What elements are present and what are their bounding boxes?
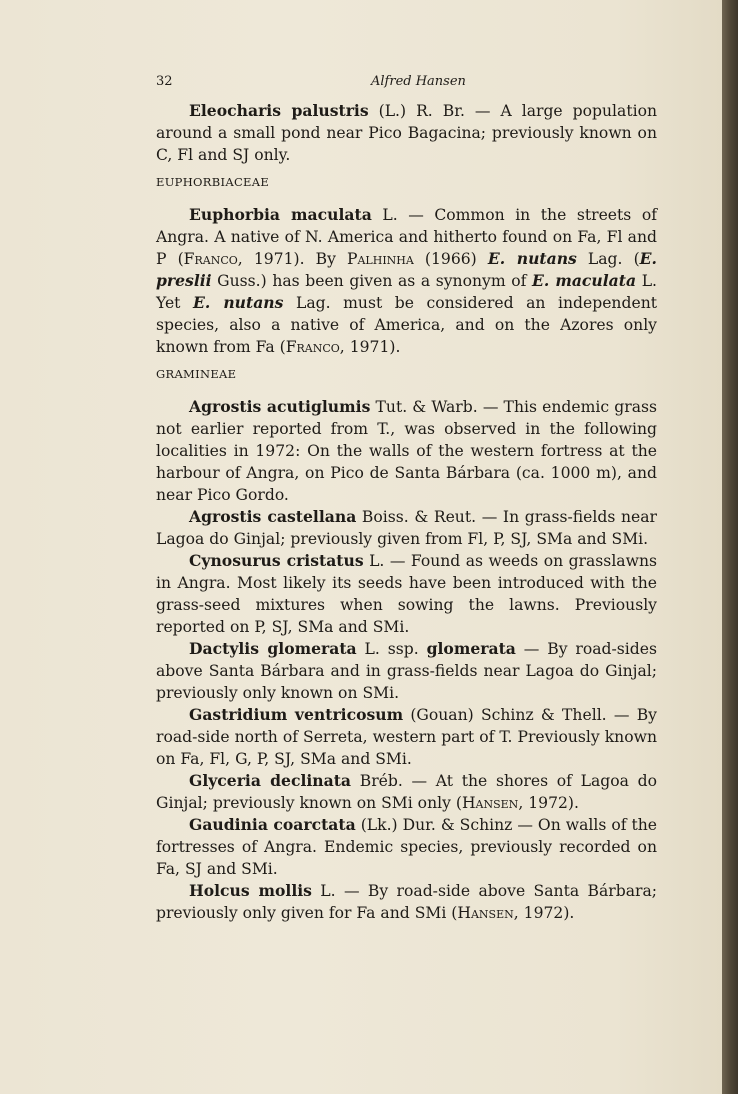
page-edge-shadow bbox=[722, 0, 738, 1094]
species-entry: Holcus mollis L. — By road-side above Santa Bárbara; previously only given for Fa and SMi (Hansen, 1972). bbox=[156, 881, 657, 922]
species-name: Agrostis castellana bbox=[189, 507, 357, 526]
species-entry: Eleocharis palustris (L.) R. Br. — A large population around a small pond near Pico Bagacina; previously known on C, Fl and SJ only. bbox=[156, 101, 658, 164]
species-name: Glyceria declinata bbox=[189, 771, 352, 790]
species-name: Cynosurus cristatus bbox=[189, 551, 364, 570]
species-name: Gastridium ventricosum bbox=[189, 705, 404, 724]
species-name: Gaudinia coarctata bbox=[189, 815, 356, 834]
species-entry: Cynosurus cristatus L. — Found as weeds on grasslawns in Angra. Most likely its seeds have been introduced with the grass-seed mixtures when sowing the lawns. Previously reported on P, SJ, SMa and SMi. bbox=[156, 551, 657, 636]
species-name: Eleocharis palustris bbox=[189, 101, 369, 120]
species-entry: Agrostis acutiglumis Tut. & Warb. — This endemic grass not earlier reported from T., was observed in the following localities in 1972: On the walls of the western fortress at the harbour of Angra, on Pico de Santa Bárbara (ca. 1000 m), and near Pico Gordo. bbox=[156, 397, 657, 504]
species-name: Euphorbia maculata bbox=[189, 205, 372, 224]
main-text bbox=[156, 100, 657, 924]
species-entry: Glyceria declinata Bréb. — At the shores of Lagoa do Ginjal; previously known on SMi only (Hansen, 1972). bbox=[156, 771, 657, 812]
running-header bbox=[156, 74, 656, 94]
species-entry: Agrostis castellana Boiss. & Reut. — In grass-fields near Lagoa do Ginjal; previously given from Fl, P, SJ, SMa and SMi. bbox=[156, 507, 657, 548]
page-number: 32 bbox=[156, 74, 173, 89]
species-name: Agrostis acutiglumis bbox=[189, 397, 371, 416]
family-heading: EUPHORBIACEAE bbox=[156, 175, 270, 189]
family-heading: GRAMINEAE bbox=[156, 367, 237, 381]
species-name: Holcus mollis bbox=[189, 881, 312, 900]
species-name: Dactylis glomerata bbox=[189, 639, 357, 658]
running-author: Alfred Hansen bbox=[371, 74, 466, 89]
species-entry: Dactylis glomerata L. ssp. glomerata — By road-sides above Santa Bárbara and in grass-fields near Lagoa do Ginjal; previously only known on SMi. bbox=[156, 639, 658, 702]
species-entry: Euphorbia maculata L. — Common in the streets of Angra. A native of N. America and hitherto found on Fa, Fl and P (Franco, 1971). By Palhinha (1966) E. nutans Lag. (E. preslii Guss.) has been given as a synonym of E. maculata L. Yet E. nutans Lag. must be considered an independent species, also a native of America, and on the Azores only known from Fa (Franco, 1971). bbox=[156, 205, 658, 356]
species-entry: Gastridium ventricosum (Gouan) Schinz & Thell. — By road-side north of Serreta, western part of T. Previously known on Fa, Fl, G, P, SJ, SMa and SMi. bbox=[156, 705, 657, 768]
species-entry: Gaudinia coarctata (Lk.) Dur. & Schinz — On walls of the fortresses of Angra. Endemic species, previously recorded on Fa, SJ and SMi. bbox=[156, 815, 657, 878]
